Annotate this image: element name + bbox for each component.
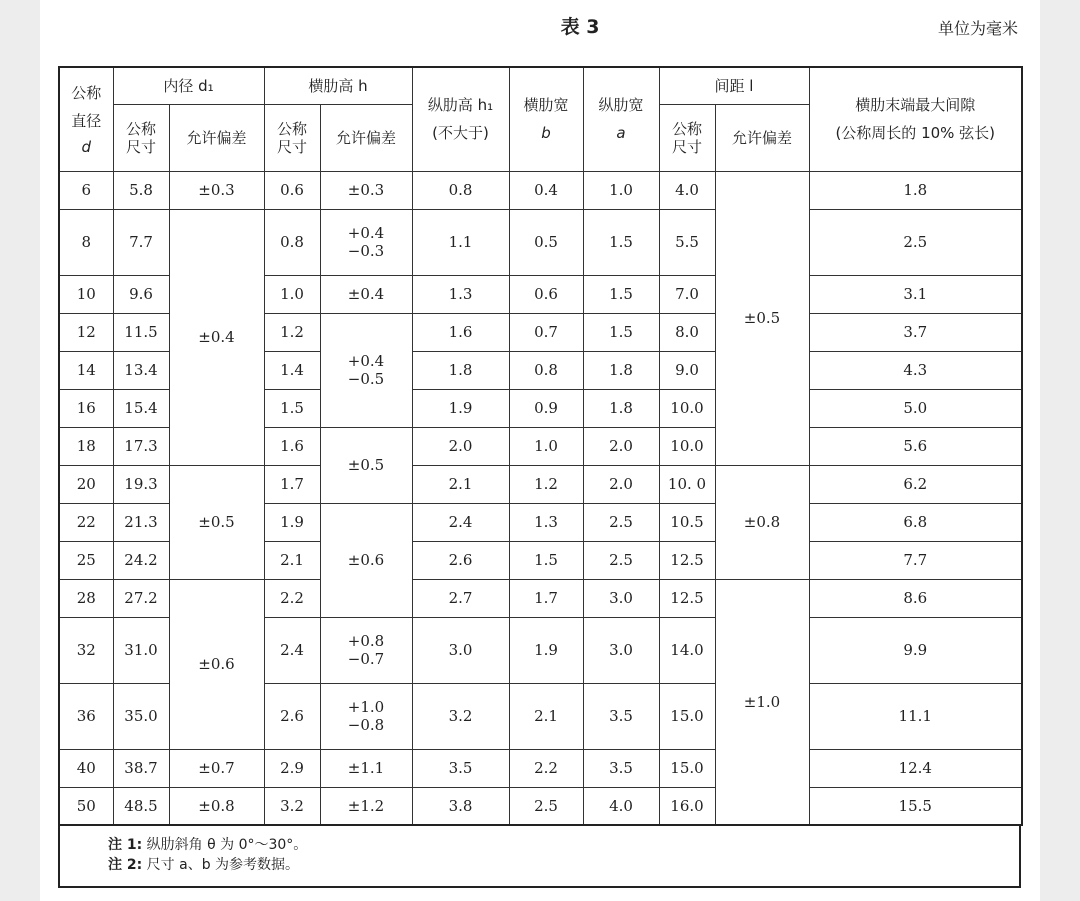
table-row: 10 9.6 1.0 ±0.4 1.3 0.6 1.5 7.0 3.1 — [59, 275, 1022, 313]
h-tolerance: ±0.6 — [320, 503, 412, 617]
unit-note: 单位为毫米 — [937, 19, 1018, 38]
table-row: 40 38.7 ±0.7 2.9 ±1.1 3.5 2.2 3.5 15.0 12.4 — [59, 749, 1022, 787]
table-row: 22 21.3 1.9 ±0.6 2.4 1.3 2.5 10.5 6.8 — [59, 503, 1022, 541]
spec-table — [58, 66, 1023, 826]
h-tolerance: ±0.4 — [320, 275, 412, 313]
l-tolerance: ±1.0 — [715, 579, 809, 825]
table-row: 6 5.8 ±0.3 0.6 ±0.3 0.8 0.4 1.0 4.0 ±0.5 1.8 — [59, 171, 1022, 209]
h-tolerance: +0.4 −0.5 — [320, 313, 412, 427]
d1-tolerance: ±0.5 — [169, 465, 264, 579]
l-tolerance: ±0.8 — [715, 465, 809, 579]
table-row: 12 11.5 1.2 +0.4 −0.5 1.6 0.7 1.5 8.0 3.7 — [59, 313, 1022, 351]
h-tolerance: +0.8 −0.7 — [320, 617, 412, 683]
header-rib-height: 横肋高 h — [264, 67, 412, 104]
table-row: 8 7.7 ±0.4 0.8 +0.4 −0.3 1.1 0.5 1.5 5.5 2.5 — [59, 209, 1022, 275]
header-inner-diameter: 内径 d₁ — [113, 67, 264, 104]
header-rib-width: 横肋宽 b — [509, 67, 583, 171]
header-l-tolerance: 允许偏差 — [715, 104, 809, 171]
header-spacing: 间距 l — [659, 67, 809, 104]
table-row: 16 15.4 1.5 1.9 0.9 1.8 10.0 5.0 — [59, 389, 1022, 427]
table-row: 18 17.3 1.6 ±0.5 2.0 1.0 2.0 10.0 5.6 — [59, 427, 1022, 465]
note-2: 注 2: 尺寸 a、b 为参考数据。 — [108, 857, 300, 873]
header-d1-nominal: 公称尺寸 — [113, 104, 169, 171]
header-long-rib-width: 纵肋宽 a — [583, 67, 659, 171]
header-h-nominal: 公称尺寸 — [264, 104, 320, 171]
d1-tolerance: ±0.8 — [169, 787, 264, 825]
h-tolerance: +1.0 −0.8 — [320, 683, 412, 749]
header-row-1 — [59, 67, 1022, 104]
h-tolerance: ±0.5 — [320, 427, 412, 503]
d1-tolerance: ±0.7 — [169, 749, 264, 787]
d1-tolerance: ±0.6 — [169, 579, 264, 749]
header-l-nominal: 公称尺寸 — [659, 104, 715, 171]
table-row: 14 13.4 1.4 1.8 0.8 1.8 9.0 4.3 — [59, 351, 1022, 389]
table-row: 32 31.0 2.4 +0.8 −0.7 3.0 1.9 3.0 14.0 9.9 — [59, 617, 1022, 683]
note-1: 注 1: 纵肋斜角 θ 为 0°～30°。 — [108, 837, 308, 853]
h-tolerance: +0.4 −0.3 — [320, 209, 412, 275]
d1-tolerance: ±0.3 — [169, 171, 264, 209]
h-tolerance: ±1.1 — [320, 749, 412, 787]
table-notes — [58, 826, 1021, 888]
table-title: 表 3 — [560, 16, 600, 38]
header-max-gap: 横肋末端最大间隙 (公称周长的 10% 弦长) — [809, 67, 1022, 171]
h-tolerance: ±1.2 — [320, 787, 412, 825]
h-tolerance: ±0.3 — [320, 171, 412, 209]
table-row: 20 19.3 ±0.5 1.7 2.1 1.2 2.0 10. 0 ±0.8 6.2 — [59, 465, 1022, 503]
d1-tolerance: ±0.4 — [169, 209, 264, 465]
table-row: 36 35.0 2.6 +1.0 −0.8 3.2 2.1 3.5 15.0 11.1 — [59, 683, 1022, 749]
header-h-tolerance: 允许偏差 — [320, 104, 412, 171]
table-row: 25 24.2 2.1 2.6 1.5 2.5 12.5 7.7 — [59, 541, 1022, 579]
table-row: 50 48.5 ±0.8 3.2 ±1.2 3.8 2.5 4.0 16.0 15.5 — [59, 787, 1022, 825]
header-long-rib-height: 纵肋高 h₁ (不大于) — [412, 67, 509, 171]
header-d1-tolerance: 允许偏差 — [169, 104, 264, 171]
header-nominal-diameter: 公称直径 d — [59, 67, 113, 171]
table-row: 28 27.2 ±0.6 2.2 2.7 1.7 3.0 12.5 ±1.0 8.6 — [59, 579, 1022, 617]
l-tolerance: ±0.5 — [715, 171, 809, 465]
document-page — [40, 0, 1040, 901]
